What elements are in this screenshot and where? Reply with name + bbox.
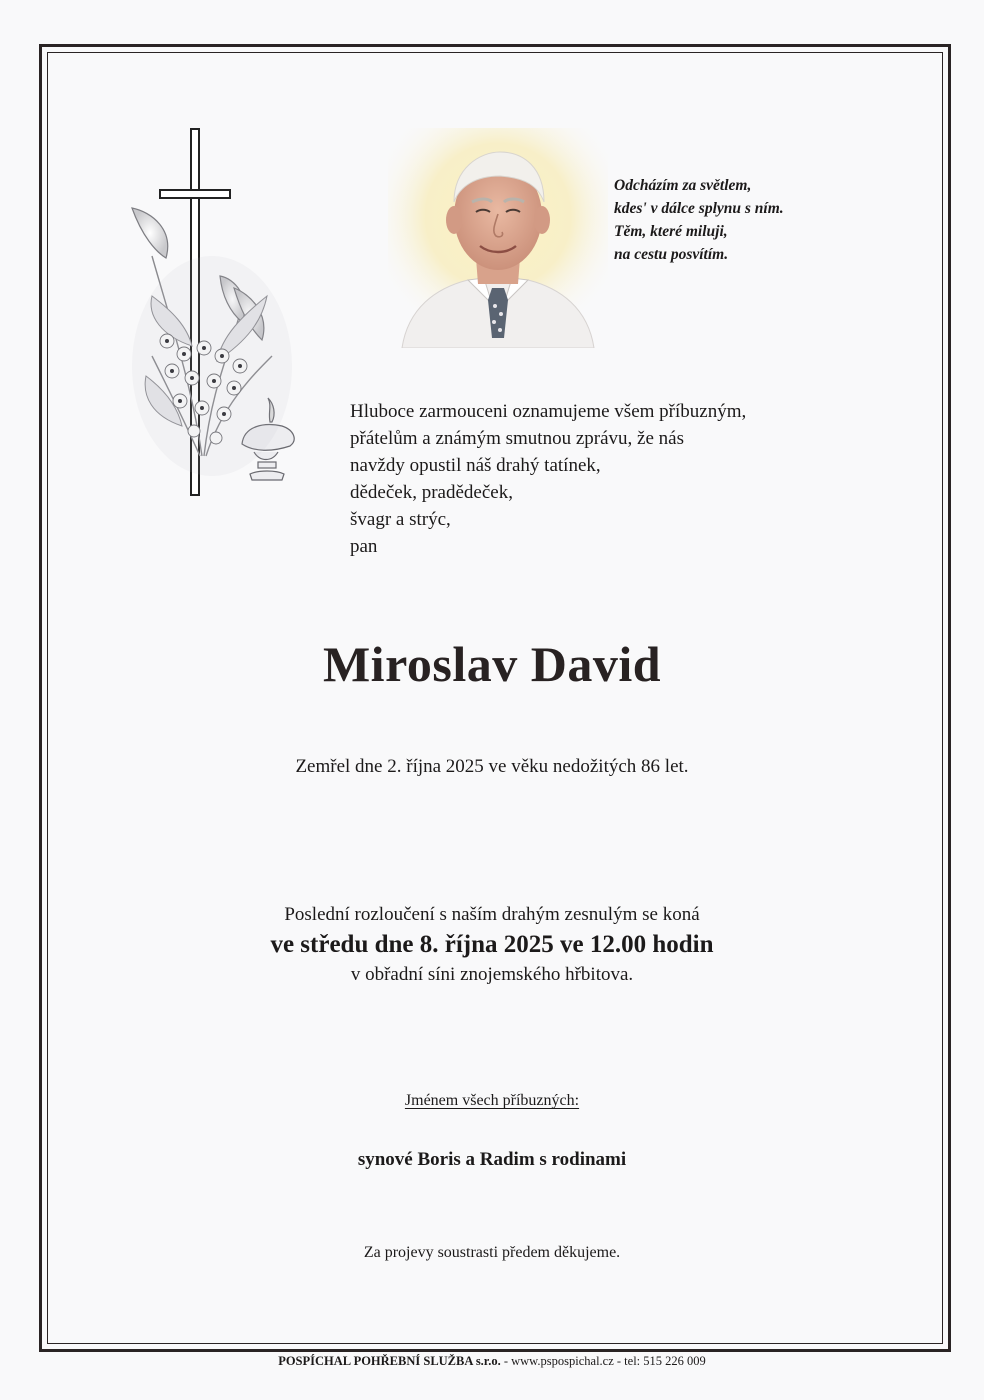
farewell-section: [0, 901, 984, 989]
on-behalf-label: [0, 1089, 984, 1113]
motto-line: Odcházím za světlem,: [614, 177, 752, 194]
on-behalf-text: Jménem všech příbuzných:: [404, 1092, 580, 1109]
announcement-line: švagr a strýc,: [350, 509, 451, 530]
motto-line: na cestu posvítím.: [614, 246, 729, 263]
announcement-line: dědeček, pradědeček,: [350, 482, 513, 503]
motto-line: kdes' v dálce splynu s ním.: [614, 200, 784, 217]
cross-flowers-icon: [122, 126, 312, 502]
footer: [0, 1352, 984, 1370]
motto-verse: [614, 174, 914, 266]
announcement-text: [350, 398, 930, 560]
announcement-line: navždy opustil náš drahý tatínek,: [350, 455, 601, 476]
footer-company: POSPÍCHAL POHŘEBNÍ SLUŽBA s.r.o.: [278, 1354, 501, 1368]
announcement-line: Hluboce zarmouceni oznamujeme všem příbuzným,: [350, 401, 747, 422]
family-signature: synové Boris a Radim s rodinami: [357, 1149, 627, 1170]
footer-contact: - www.pspospichal.cz - tel: 515 226 009: [500, 1354, 706, 1368]
announcement-line: přátelům a známým smutnou zprávu, že nás: [350, 428, 684, 449]
thanks-text: Za projevy soustrasti předem děkujeme.: [363, 1244, 621, 1261]
portrait-photo-icon: [388, 128, 608, 348]
farewell-intro: Poslední rozloučení s naším drahým zesnulým se koná: [284, 904, 700, 925]
motto-line: Těm, které miluji,: [614, 223, 728, 240]
farewell-date-time: ve středu dne 8. října 2025 ve 12.00 hodin: [270, 931, 714, 958]
death-date-text: Zemřel dne 2. října 2025 ve věku nedožitých 86 let.: [295, 756, 689, 777]
announcement-line: pan: [350, 536, 378, 557]
deceased-name: Miroslav David: [322, 636, 662, 692]
farewell-place: v obřadní síni znojemského hřbitova.: [350, 964, 634, 985]
